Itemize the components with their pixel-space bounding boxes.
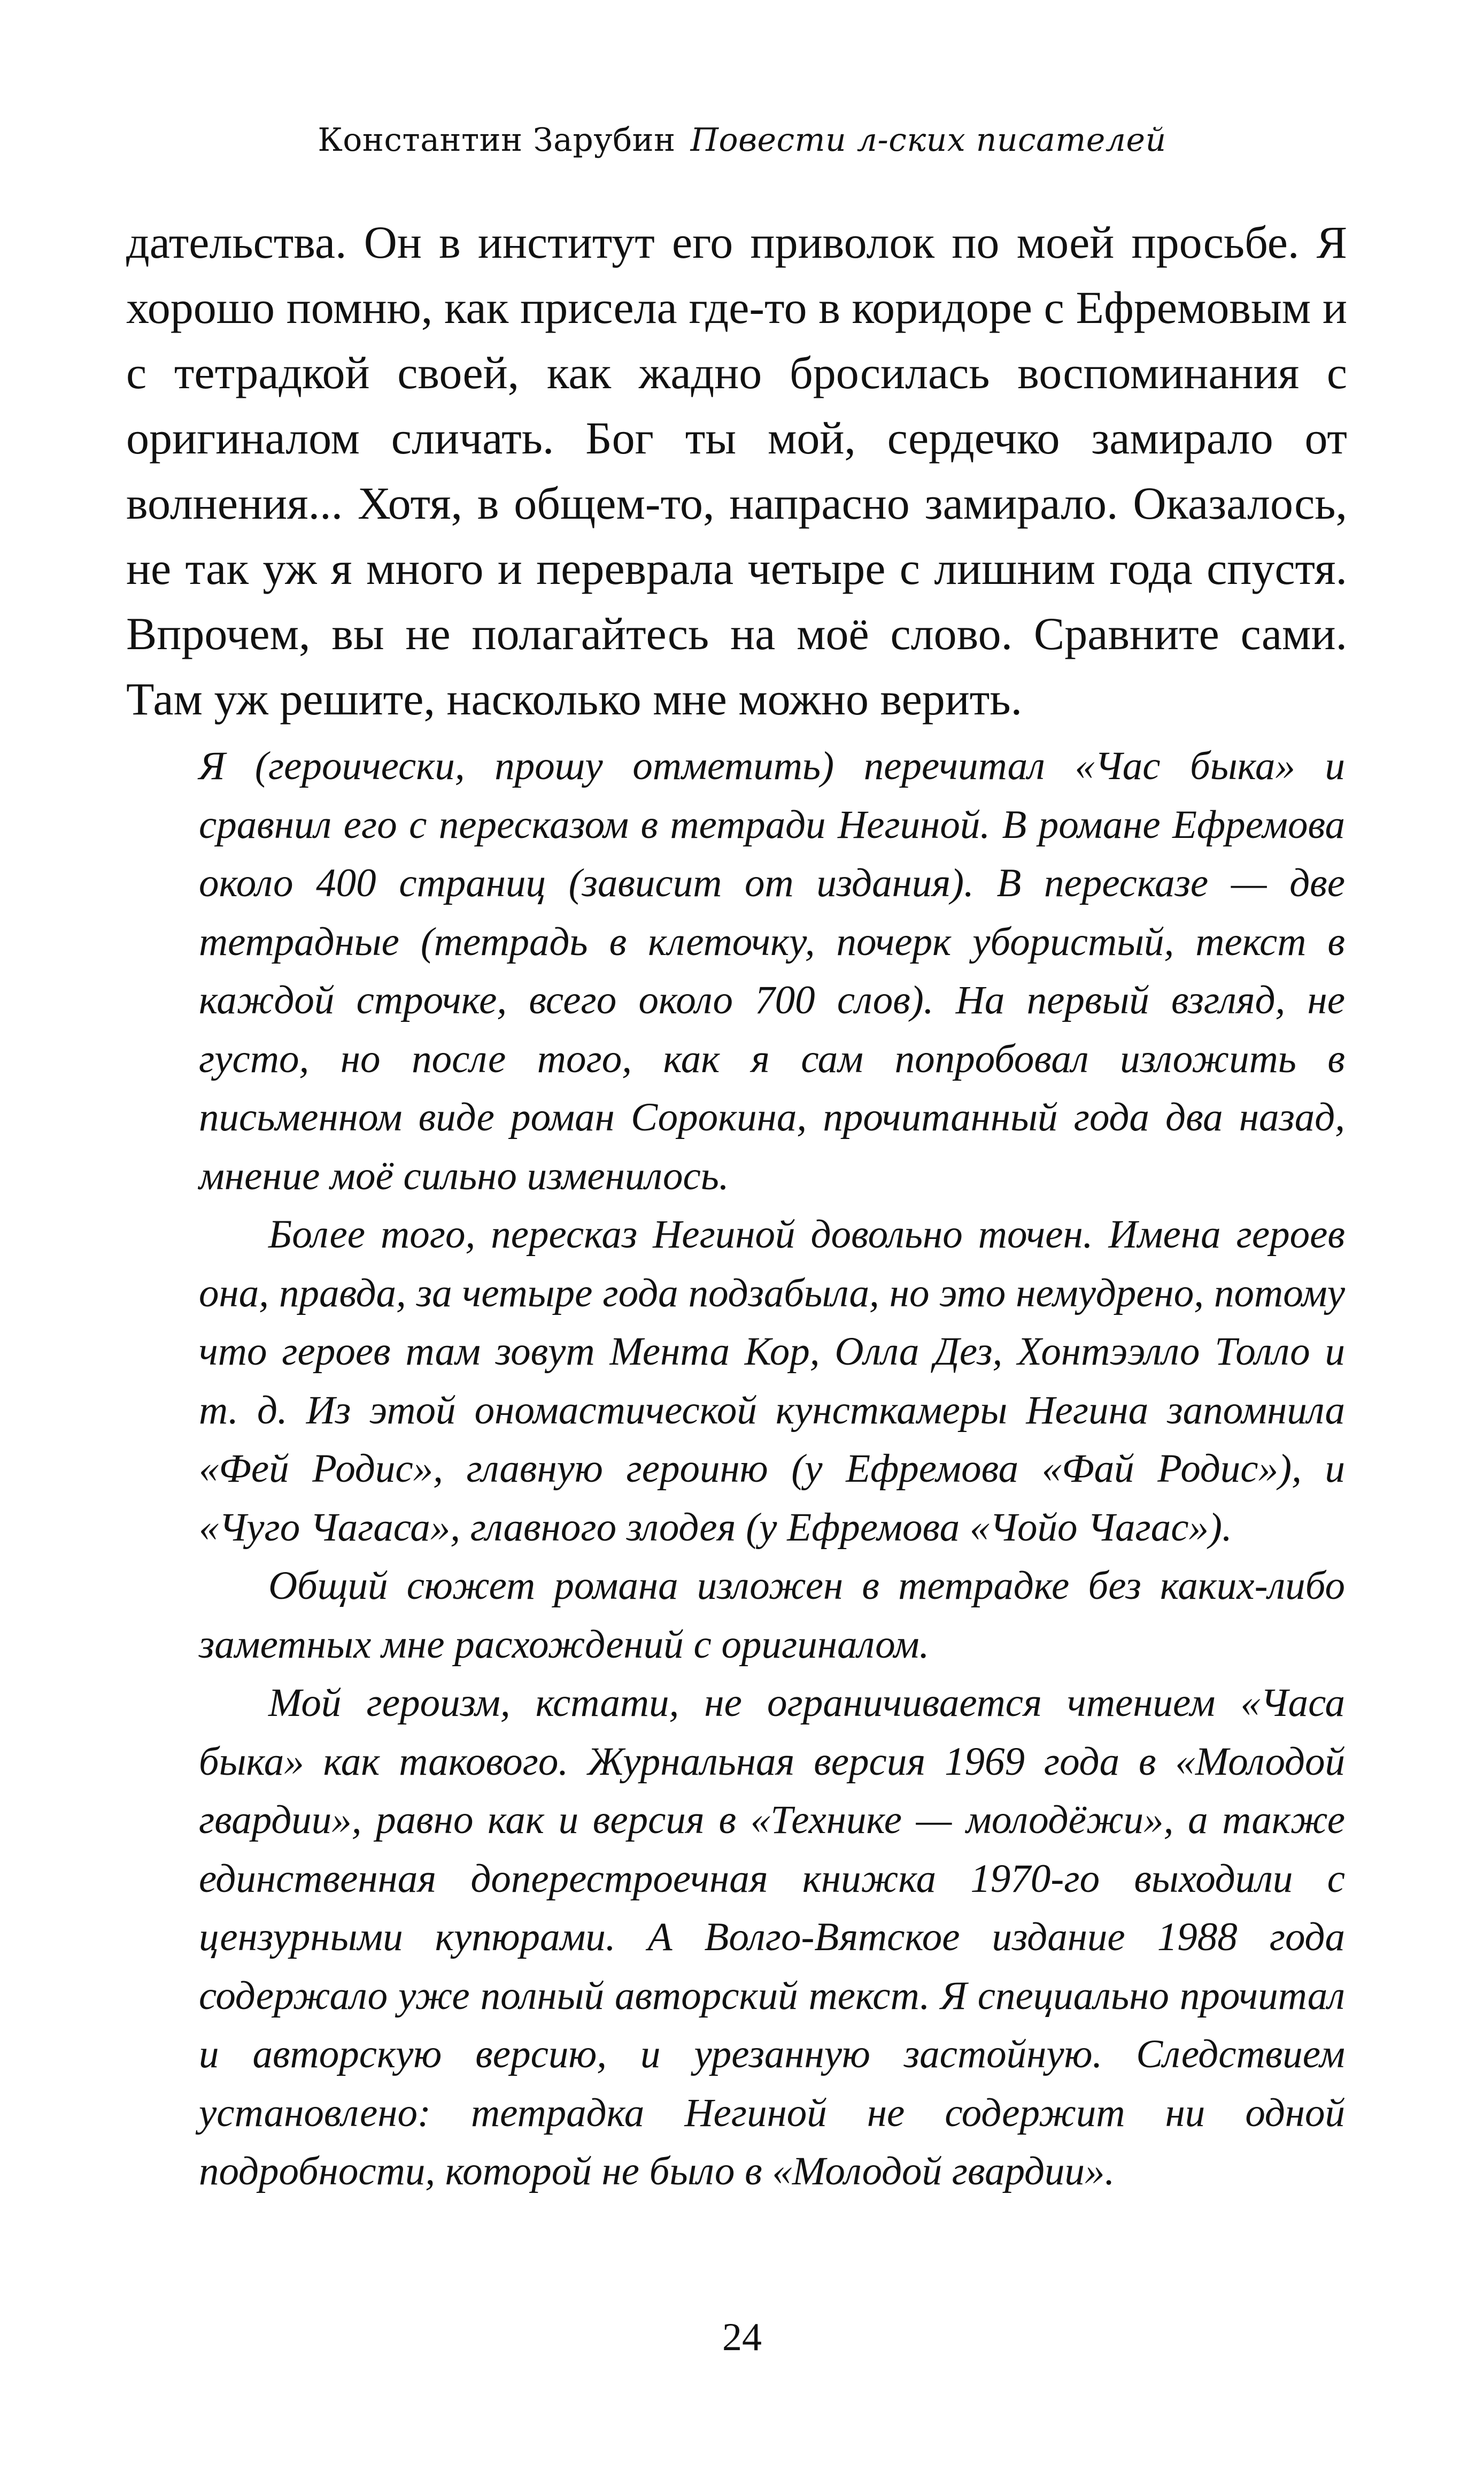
italic-paragraph-2: Более того, пересказ Негиной довольно точен. Имена героев она, правда, за четыре года подзабыла, но это немудрено, потому что героев там зовут Мента Кор, Олла Дез, Хонтээлло Толло и т. д. Из этой ономастической кунсткамеры Негина запомнила «Фей Родис», главную героиню (у Ефремова «Фай Родис»), и «Чуго Чагаса», главного злодея (у Ефремова «Чойо Чагас»). — [199, 1212, 1345, 1550]
body-paragraph: дательства. Он в институт его приволок по моей просьбе. Я хорошо помню, как присела где-то в коридоре с Ефремовым и с тетрадкой своей, как жадно бросилась воспоминания с оригиналом сличать. Бог ты мой, сердечко замирало от волнения... Хотя, в общем-то, напрасно замирало. Оказалось, не так уж я много и переврала четыре с лишним года спустя. Впрочем, вы не полагайтесь на моё слово. Сравните сами. Там уж решите, насколько мне можно верить. — [126, 217, 1347, 725]
italic-paragraph-3: Общий сюжет романа изложен в тетрадке без каких-либо заметных мне расхождений с оригиналом. — [199, 1564, 1345, 1667]
italic-paragraph-1: Я (героически, прошу отметить) перечитал «Час быка» и сравнил его с пересказом в тетради Негиной. В романе Ефремова около 400 страниц (зависит от издания). В пересказе — две тетрадные (тетрадь в клеточку, почерк убористый, текст в каждой строчке, всего около 700 слов). На первый взгляд, не густо, но после того, как я сам попробовал изложить в письменном виде роман Сорокина, прочитанный года два назад, мнение моё сильно изменилось. — [199, 744, 1345, 1198]
quoted-italic-block — [199, 737, 1345, 2201]
italic-paragraph-4: Мой героизм, кстати, не ограничивается чтением «Часа быка» как такового. Журнальная версия 1969 года в «Молодой гвардии», равно как и версия в «Технике — молодёжи», а также единственная доперестроечная книжка 1970-го выходили с цензурными купюрами. А Волго-Вятское издание 1988 года содержало уже полный авторский текст. Я специально прочитал и авторскую версию, и урезанную застойную. Следствием установлено: тетрадка Негиной не содержит ни одной подробности, которой не было в «Молодой гвардии». — [199, 1681, 1345, 2193]
running-head-book-title: Повести л-ских писателей — [690, 121, 1166, 159]
running-head — [0, 119, 1484, 161]
page-number: 24 — [722, 2315, 762, 2359]
main-text-block — [126, 210, 1347, 732]
running-head-author: Константин Зарубин — [318, 121, 676, 159]
